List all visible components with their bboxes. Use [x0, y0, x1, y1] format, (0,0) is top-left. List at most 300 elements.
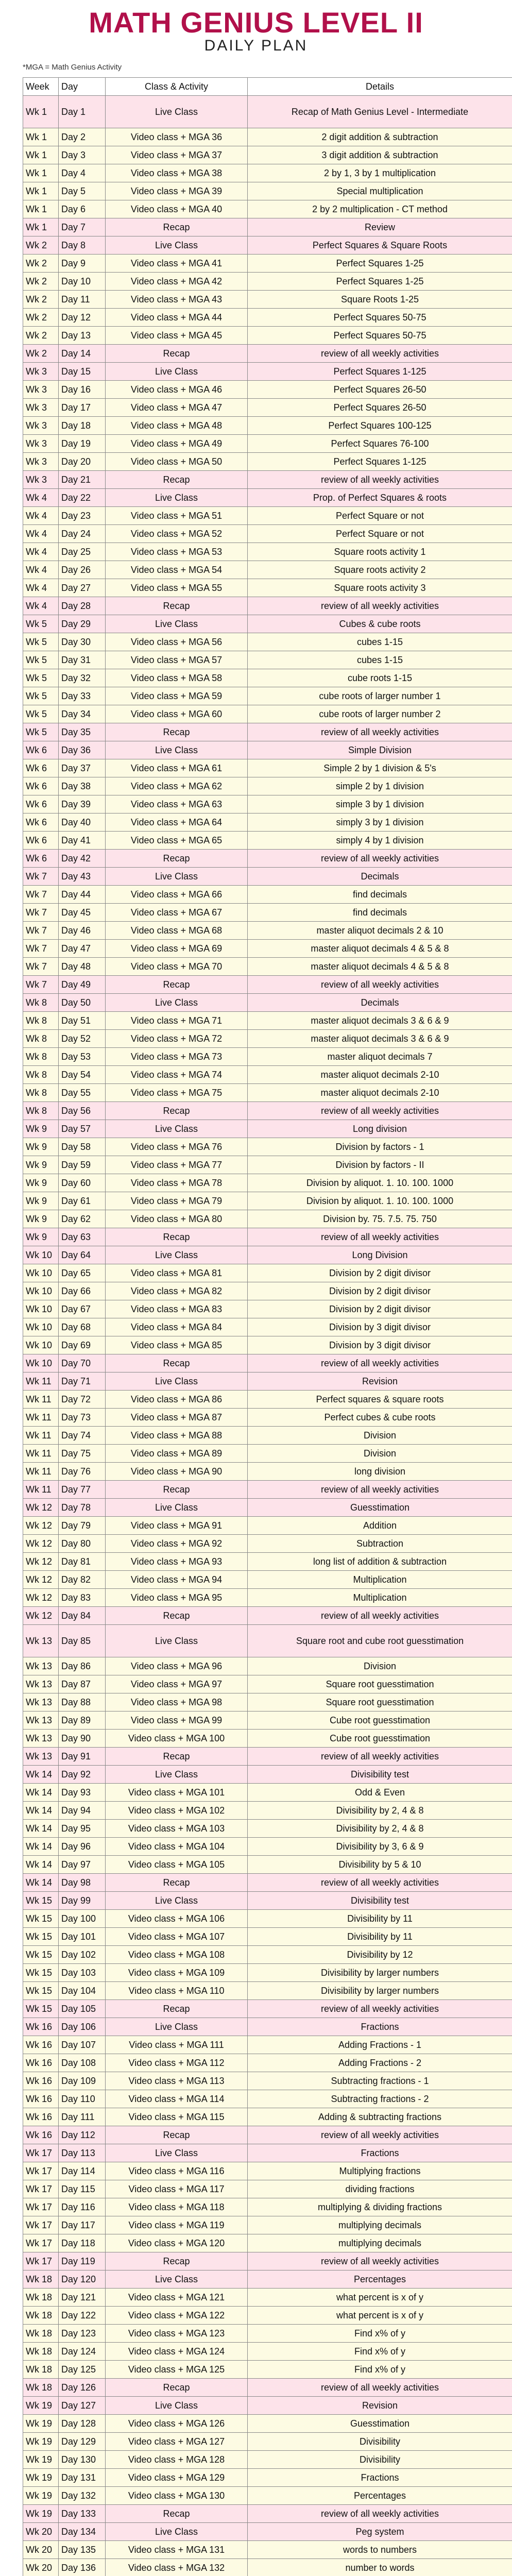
cell-week: Wk 11	[23, 1463, 59, 1481]
cell-details: Division by aliquot. 1. 10. 100. 1000	[248, 1174, 512, 1192]
cell-week: Wk 2	[23, 309, 59, 327]
cell-details: Division by. 75. 7.5. 75. 750	[248, 1210, 512, 1228]
cell-day: Day 45	[59, 904, 106, 922]
cell-day: Day 115	[59, 2180, 106, 2198]
cell-details: Divisibility test	[248, 1892, 512, 1910]
cell-details: Revision	[248, 2397, 512, 2415]
cell-details: Divisibility test	[248, 1766, 512, 1784]
cell-day: Day 1	[59, 96, 106, 128]
cell-week: Wk 17	[23, 2180, 59, 2198]
table-header-row	[23, 78, 512, 96]
legend-note: *MGA = Math Genius Activity	[23, 63, 122, 72]
table-row	[23, 1892, 512, 1910]
cell-activity: Video class + MGA 62	[106, 777, 248, 795]
cell-details: Perfect Squares 100-125	[248, 417, 512, 435]
cell-details: cube roots of larger number 2	[248, 705, 512, 723]
cell-details: Guesstimation	[248, 2415, 512, 2433]
cell-week: Wk 2	[23, 236, 59, 255]
cell-activity: Video class + MGA 64	[106, 814, 248, 832]
cell-details: what percent is x of y	[248, 2289, 512, 2307]
cell-week: Wk 5	[23, 651, 59, 669]
table-row	[23, 2036, 512, 2054]
cell-week: Wk 13	[23, 1675, 59, 1693]
cell-activity: Video class + MGA 53	[106, 543, 248, 561]
cell-week: Wk 14	[23, 1802, 59, 1820]
cell-day: Day 68	[59, 1318, 106, 1336]
cell-week: Wk 2	[23, 255, 59, 273]
cell-details: Percentages	[248, 2270, 512, 2289]
cell-details: simply 3 by 1 division	[248, 814, 512, 832]
cell-activity: Video class + MGA 95	[106, 1589, 248, 1607]
table-row	[23, 381, 512, 399]
table-row	[23, 164, 512, 182]
cell-week: Wk 2	[23, 345, 59, 363]
cell-activity: Recap	[106, 2126, 248, 2144]
cell-day: Day 110	[59, 2090, 106, 2108]
cell-week: Wk 11	[23, 1445, 59, 1463]
cell-week: Wk 1	[23, 128, 59, 146]
cell-details: Divisibility by 3, 6 & 9	[248, 1838, 512, 1856]
cell-activity: Video class + MGA 89	[106, 1445, 248, 1463]
table-row	[23, 2559, 512, 2576]
cell-week: Wk 14	[23, 1856, 59, 1874]
cell-details: cubes 1-15	[248, 633, 512, 651]
cell-day: Day 121	[59, 2289, 106, 2307]
cell-week: Wk 12	[23, 1571, 59, 1589]
cell-details: Cube root guesstimation	[248, 1730, 512, 1748]
cell-details: review of all weekly activities	[248, 471, 512, 489]
cell-activity: Video class + MGA 66	[106, 886, 248, 904]
cell-activity: Video class + MGA 127	[106, 2433, 248, 2451]
table-row	[23, 345, 512, 363]
cell-day: Day 39	[59, 795, 106, 814]
cell-week: Wk 4	[23, 543, 59, 561]
cell-details: Divisibility by 2, 4 & 8	[248, 1802, 512, 1820]
cell-activity: Video class + MGA 81	[106, 1264, 248, 1282]
cell-week: Wk 11	[23, 1481, 59, 1499]
cell-activity: Live Class	[106, 1372, 248, 1391]
cell-day: Day 30	[59, 633, 106, 651]
table-row	[23, 255, 512, 273]
cell-day: Day 79	[59, 1517, 106, 1535]
cell-day: Day 37	[59, 759, 106, 777]
cell-details: Perfect Squares 1-125	[248, 453, 512, 471]
table-row	[23, 633, 512, 651]
cell-week: Wk 8	[23, 1048, 59, 1066]
cell-activity: Video class + MGA 102	[106, 1802, 248, 1820]
cell-details: master aliquot decimals 2-10	[248, 1066, 512, 1084]
cell-week: Wk 18	[23, 2343, 59, 2361]
cell-week: Wk 10	[23, 1354, 59, 1372]
table-row	[23, 1856, 512, 1874]
cell-day: Day 89	[59, 1711, 106, 1730]
table-row	[23, 309, 512, 327]
cell-day: Day 15	[59, 363, 106, 381]
cell-details: master aliquot decimals 3 & 6 & 9	[248, 1012, 512, 1030]
cell-week: Wk 3	[23, 381, 59, 399]
table-row	[23, 759, 512, 777]
table-row	[23, 1607, 512, 1625]
cell-details: Divisibility	[248, 2451, 512, 2469]
cell-activity: Video class + MGA 97	[106, 1675, 248, 1693]
cell-day: Day 74	[59, 1427, 106, 1445]
cell-week: Wk 8	[23, 1030, 59, 1048]
cell-day: Day 5	[59, 182, 106, 200]
cell-week: Wk 1	[23, 218, 59, 236]
table-row	[23, 2487, 512, 2505]
cell-activity: Live Class	[106, 96, 248, 128]
cell-details: Simple Division	[248, 741, 512, 759]
cell-details: Divisibility by 11	[248, 1910, 512, 1928]
cell-details: master aliquot decimals 7	[248, 1048, 512, 1066]
cell-details: master aliquot decimals 4 & 5 & 8	[248, 940, 512, 958]
cell-activity: Video class + MGA 57	[106, 651, 248, 669]
cell-details: review of all weekly activities	[248, 597, 512, 615]
cell-day: Day 101	[59, 1928, 106, 1946]
cell-details: Find x% of y	[248, 2361, 512, 2379]
table-row	[23, 128, 512, 146]
cell-day: Day 103	[59, 1964, 106, 1982]
cell-details: Decimals	[248, 868, 512, 886]
cell-details: Fractions	[248, 2018, 512, 2036]
cell-details: Square roots activity 2	[248, 561, 512, 579]
cell-details: Adding Fractions - 2	[248, 2054, 512, 2072]
cell-details: review of all weekly activities	[248, 850, 512, 868]
cell-activity: Video class + MGA 121	[106, 2289, 248, 2307]
cell-details: multiplying decimals	[248, 2234, 512, 2252]
table-row	[23, 2379, 512, 2397]
table-row	[23, 1874, 512, 1892]
cell-day: Day 42	[59, 850, 106, 868]
cell-week: Wk 18	[23, 2289, 59, 2307]
cell-week: Wk 10	[23, 1282, 59, 1300]
cell-activity: Video class + MGA 41	[106, 255, 248, 273]
table-row	[23, 2307, 512, 2325]
cell-day: Day 36	[59, 741, 106, 759]
cell-activity: Live Class	[106, 2270, 248, 2289]
cell-week: Wk 3	[23, 435, 59, 453]
table-row	[23, 777, 512, 795]
cell-day: Day 81	[59, 1553, 106, 1571]
table-row	[23, 651, 512, 669]
column-header-details: Details	[248, 78, 512, 96]
cell-day: Day 43	[59, 868, 106, 886]
cell-day: Day 76	[59, 1463, 106, 1481]
table-row	[23, 1535, 512, 1553]
cell-day: Day 116	[59, 2198, 106, 2216]
cell-day: Day 10	[59, 273, 106, 291]
cell-activity: Video class + MGA 119	[106, 2216, 248, 2234]
table-row	[23, 363, 512, 381]
table-row	[23, 2397, 512, 2415]
table-row	[23, 1657, 512, 1675]
table-row	[23, 1102, 512, 1120]
cell-day: Day 136	[59, 2559, 106, 2576]
cell-activity: Video class + MGA 42	[106, 273, 248, 291]
cell-activity: Video class + MGA 50	[106, 453, 248, 471]
cell-week: Wk 10	[23, 1336, 59, 1354]
table-row	[23, 1372, 512, 1391]
table-row	[23, 1463, 512, 1481]
cell-details: Adding & subtracting fractions	[248, 2108, 512, 2126]
cell-activity: Video class + MGA 55	[106, 579, 248, 597]
table-row	[23, 1838, 512, 1856]
cell-activity: Live Class	[106, 741, 248, 759]
cell-details: words to numbers	[248, 2541, 512, 2559]
cell-week: Wk 5	[23, 669, 59, 687]
cell-activity: Recap	[106, 1748, 248, 1766]
table-row	[23, 741, 512, 759]
cell-activity: Recap	[106, 1607, 248, 1625]
cell-activity: Recap	[106, 1354, 248, 1372]
cell-details: Addition	[248, 1517, 512, 1535]
cell-week: Wk 5	[23, 687, 59, 705]
cell-activity: Video class + MGA 76	[106, 1138, 248, 1156]
cell-week: Wk 4	[23, 489, 59, 507]
table-row	[23, 2180, 512, 2198]
table-row	[23, 1228, 512, 1246]
cell-week: Wk 1	[23, 200, 59, 218]
table-row	[23, 669, 512, 687]
cell-week: Wk 11	[23, 1372, 59, 1391]
cell-details: Square roots activity 3	[248, 579, 512, 597]
table-row	[23, 1246, 512, 1264]
cell-week: Wk 19	[23, 2397, 59, 2415]
cell-activity: Video class + MGA 101	[106, 1784, 248, 1802]
cell-day: Day 33	[59, 687, 106, 705]
cell-week: Wk 6	[23, 777, 59, 795]
cell-details: Prop. of Perfect Squares & roots	[248, 489, 512, 507]
cell-day: Day 122	[59, 2307, 106, 2325]
cell-week: Wk 8	[23, 1012, 59, 1030]
cell-details: Multiplication	[248, 1571, 512, 1589]
cell-details: Adding Fractions - 1	[248, 2036, 512, 2054]
cell-details: simply 4 by 1 division	[248, 832, 512, 850]
cell-activity: Video class + MGA 107	[106, 1928, 248, 1946]
cell-details: review of all weekly activities	[248, 723, 512, 741]
cell-week: Wk 6	[23, 759, 59, 777]
table-row	[23, 2144, 512, 2162]
cell-details: long list of addition & subtraction	[248, 1553, 512, 1571]
cell-day: Day 134	[59, 2523, 106, 2541]
cell-week: Wk 6	[23, 850, 59, 868]
cell-day: Day 63	[59, 1228, 106, 1246]
cell-day: Day 124	[59, 2343, 106, 2361]
cell-day: Day 88	[59, 1693, 106, 1711]
cell-week: Wk 13	[23, 1748, 59, 1766]
table-row	[23, 2000, 512, 2018]
cell-week: Wk 6	[23, 795, 59, 814]
cell-activity: Video class + MGA 125	[106, 2361, 248, 2379]
cell-details: Find x% of y	[248, 2325, 512, 2343]
cell-details: Percentages	[248, 2487, 512, 2505]
cell-activity: Live Class	[106, 236, 248, 255]
cell-details: review of all weekly activities	[248, 2379, 512, 2397]
table-row	[23, 1982, 512, 2000]
cell-week: Wk 12	[23, 1589, 59, 1607]
cell-week: Wk 11	[23, 1391, 59, 1409]
table-row	[23, 543, 512, 561]
cell-day: Day 97	[59, 1856, 106, 1874]
cell-details: Cube root guesstimation	[248, 1711, 512, 1730]
cell-activity: Video class + MGA 54	[106, 561, 248, 579]
cell-week: Wk 14	[23, 1874, 59, 1892]
cell-activity: Video class + MGA 40	[106, 200, 248, 218]
cell-details: 3 digit addition & subtraction	[248, 146, 512, 164]
cell-details: Perfect Squares 1-25	[248, 255, 512, 273]
table-row	[23, 2289, 512, 2307]
table-row	[23, 705, 512, 723]
cell-details: Division by 2 digit divisor	[248, 1282, 512, 1300]
table-row	[23, 886, 512, 904]
cell-week: Wk 9	[23, 1228, 59, 1246]
cell-week: Wk 16	[23, 2054, 59, 2072]
cell-details: Fractions	[248, 2144, 512, 2162]
cell-activity: Video class + MGA 84	[106, 1318, 248, 1336]
cell-activity: Live Class	[106, 994, 248, 1012]
cell-activity: Video class + MGA 52	[106, 525, 248, 543]
cell-activity: Recap	[106, 2379, 248, 2397]
cell-day: Day 56	[59, 1102, 106, 1120]
cell-day: Day 77	[59, 1481, 106, 1499]
cell-day: Day 72	[59, 1391, 106, 1409]
cell-day: Day 13	[59, 327, 106, 345]
cell-details: Subtracting fractions - 1	[248, 2072, 512, 2090]
cell-week: Wk 13	[23, 1711, 59, 1730]
cell-day: Day 59	[59, 1156, 106, 1174]
column-header-week: Week	[23, 78, 59, 96]
cell-week: Wk 18	[23, 2325, 59, 2343]
cell-week: Wk 19	[23, 2433, 59, 2451]
cell-week: Wk 19	[23, 2487, 59, 2505]
cell-day: Day 93	[59, 1784, 106, 1802]
table-row	[23, 687, 512, 705]
cell-activity: Video class + MGA 73	[106, 1048, 248, 1066]
cell-details: 2 by 2 multiplication - CT method	[248, 200, 512, 218]
table-row	[23, 417, 512, 435]
cell-week: Wk 5	[23, 633, 59, 651]
cell-activity: Video class + MGA 91	[106, 1517, 248, 1535]
cell-day: Day 90	[59, 1730, 106, 1748]
cell-details: Square roots activity 1	[248, 543, 512, 561]
cell-day: Day 129	[59, 2433, 106, 2451]
cell-week: Wk 19	[23, 2451, 59, 2469]
cell-day: Day 14	[59, 345, 106, 363]
cell-week: Wk 10	[23, 1246, 59, 1264]
cell-day: Day 12	[59, 309, 106, 327]
table-row	[23, 2361, 512, 2379]
cell-activity: Video class + MGA 99	[106, 1711, 248, 1730]
cell-day: Day 62	[59, 1210, 106, 1228]
cell-day: Day 58	[59, 1138, 106, 1156]
cell-details: Revision	[248, 1372, 512, 1391]
cell-activity: Video class + MGA 132	[106, 2559, 248, 2576]
cell-day: Day 80	[59, 1535, 106, 1553]
cell-week: Wk 14	[23, 1766, 59, 1784]
cell-details: Recap of Math Genius Level - Intermediate	[248, 96, 512, 128]
cell-day: Day 69	[59, 1336, 106, 1354]
cell-activity: Video class + MGA 82	[106, 1282, 248, 1300]
cell-activity: Video class + MGA 65	[106, 832, 248, 850]
table-row	[23, 2198, 512, 2216]
cell-week: Wk 5	[23, 705, 59, 723]
cell-day: Day 102	[59, 1946, 106, 1964]
cell-activity: Video class + MGA 96	[106, 1657, 248, 1675]
cell-week: Wk 16	[23, 2036, 59, 2054]
cell-details: what percent is x of y	[248, 2307, 512, 2325]
cell-day: Day 47	[59, 940, 106, 958]
table-row	[23, 1156, 512, 1174]
table-row	[23, 2541, 512, 2559]
cell-week: Wk 18	[23, 2270, 59, 2289]
cell-details: Divisibility	[248, 2433, 512, 2451]
cell-week: Wk 13	[23, 1693, 59, 1711]
table-row	[23, 1693, 512, 1711]
table-row	[23, 2252, 512, 2270]
cell-week: Wk 9	[23, 1120, 59, 1138]
cell-activity: Video class + MGA 116	[106, 2162, 248, 2180]
table-row	[23, 1012, 512, 1030]
cell-week: Wk 8	[23, 994, 59, 1012]
table-row	[23, 453, 512, 471]
table-row	[23, 273, 512, 291]
table-row	[23, 832, 512, 850]
cell-activity: Video class + MGA 39	[106, 182, 248, 200]
cell-week: Wk 5	[23, 723, 59, 741]
cell-activity: Video class + MGA 117	[106, 2180, 248, 2198]
cell-details: review of all weekly activities	[248, 1102, 512, 1120]
cell-day: Day 55	[59, 1084, 106, 1102]
cell-day: Day 25	[59, 543, 106, 561]
cell-activity: Video class + MGA 48	[106, 417, 248, 435]
cell-details: cubes 1-15	[248, 651, 512, 669]
cell-week: Wk 7	[23, 904, 59, 922]
cell-activity: Video class + MGA 77	[106, 1156, 248, 1174]
table-row	[23, 904, 512, 922]
cell-day: Day 16	[59, 381, 106, 399]
cell-details: Division	[248, 1427, 512, 1445]
cell-activity: Video class + MGA 92	[106, 1535, 248, 1553]
cell-week: Wk 7	[23, 940, 59, 958]
cell-day: Day 133	[59, 2505, 106, 2523]
cell-details: Fractions	[248, 2469, 512, 2487]
cell-week: Wk 3	[23, 417, 59, 435]
cell-day: Day 117	[59, 2216, 106, 2234]
table-row	[23, 1675, 512, 1693]
cell-details: Decimals	[248, 994, 512, 1012]
cell-day: Day 57	[59, 1120, 106, 1138]
cell-activity: Live Class	[106, 2018, 248, 2036]
cell-day: Day 50	[59, 994, 106, 1012]
table-row	[23, 940, 512, 958]
cell-activity: Live Class	[106, 2144, 248, 2162]
cell-activity: Video class + MGA 38	[106, 164, 248, 182]
cell-activity: Video class + MGA 94	[106, 1571, 248, 1589]
table-row	[23, 1174, 512, 1192]
table-row	[23, 2415, 512, 2433]
table-row	[23, 1445, 512, 1463]
table-row	[23, 1910, 512, 1928]
cell-activity: Video class + MGA 105	[106, 1856, 248, 1874]
cell-day: Day 92	[59, 1766, 106, 1784]
cell-day: Day 64	[59, 1246, 106, 1264]
table-row	[23, 489, 512, 507]
cell-activity: Video class + MGA 108	[106, 1946, 248, 1964]
cell-details: Long division	[248, 1120, 512, 1138]
cell-day: Day 83	[59, 1589, 106, 1607]
cell-activity: Video class + MGA 113	[106, 2072, 248, 2090]
table-row	[23, 1730, 512, 1748]
